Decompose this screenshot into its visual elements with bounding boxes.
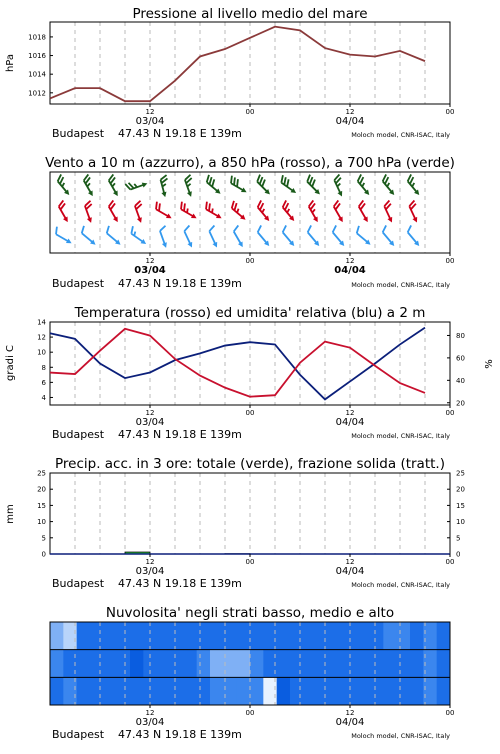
barb-head [338,216,345,223]
date-label: 03/04 [136,116,165,127]
y-tick-label: 5 [42,534,46,542]
station-coords: 47.43 N 19.18 E 139m [118,428,242,441]
wind-barb-850 [254,200,275,222]
wind-barb-700 [404,174,425,196]
date-label: 03/04 [136,717,165,728]
cloud-cell [437,677,451,705]
cloud-cell [197,622,211,650]
cloud-cell [117,677,131,705]
cloud-cell [90,650,104,678]
cloud-cell [277,677,291,705]
wind-barb-10m [379,225,400,247]
barb-shaft [257,182,268,193]
cloud-cell [317,677,331,705]
y-tick-label: 20 [456,399,465,407]
wind-barb-10m [329,225,350,247]
y-tick-label: 15 [37,502,46,510]
barb-shaft [58,181,68,192]
wind-barb-850 [381,201,399,224]
barb-feather [354,226,361,233]
cloud-cell [157,677,171,705]
y-tick-label: 8 [42,364,46,372]
cloud-cell [237,622,251,650]
date-label: 03/04 [136,566,165,577]
wind-barb-10m [78,226,100,247]
pressure-line [50,27,425,102]
wind-barb-700 [157,175,172,198]
barb-feather [256,225,263,232]
cloud-cell [330,622,344,650]
barb-feather [306,225,313,232]
cloud-cell [130,622,144,650]
y-tick-label: 1018 [28,33,46,41]
cloud-cell [397,622,411,650]
cloud-cell [197,650,211,678]
x-tick-label: 00 [246,558,255,566]
barb-head [113,190,120,197]
cloud-cell [197,677,211,705]
y-tick-label: 10 [456,518,465,526]
wind-barb-10m [304,225,325,247]
barb-head [387,217,394,224]
x-tick-label: 12 [346,709,355,717]
cloud-cell [263,622,277,650]
wind-barb-10m [254,225,275,247]
wind-barb-700 [331,175,349,198]
y-tick-label: 10 [37,518,46,526]
barb-half-feather [211,209,214,213]
barb-half-feather [386,183,390,187]
barb-shaft [307,182,318,193]
clouds-panel [50,605,454,741]
y-tick-label: 15 [456,502,465,510]
cloud-cell [157,650,171,678]
date-label: 04/04 [336,417,365,428]
cloud-cell [423,622,437,650]
wind-barb-700 [80,174,99,197]
barb-shaft [357,233,368,243]
y-tick-label: 25 [37,470,46,478]
cloud-cell [170,677,184,705]
barb-shaft [160,231,165,245]
station-name: Budapest [52,428,105,441]
wind-barb-850 [131,201,147,224]
wind-barb-10m [230,225,249,248]
barb-head [241,187,248,194]
wind-barb-10m [156,226,172,249]
wind-barb-10m [206,226,224,249]
cloud-cell [277,622,291,650]
cloud-cell [277,650,291,678]
cloud-cell [330,677,344,705]
cloud-cell [223,622,237,650]
barb-feather [104,226,111,233]
y-tick-label: 0 [456,551,460,559]
wind-barb-850 [279,200,300,222]
cloud-cell [357,622,371,650]
barb-head [313,216,320,223]
cloud-cell [50,677,64,705]
wind-barb-850 [330,200,349,223]
model-credit: Moloch model, CNR-ISAC, Italy [351,432,450,440]
cloud-cell [77,622,91,650]
barb-shaft [358,181,368,192]
x-tick-label: 00 [446,108,455,116]
chart-title: Nuvolosita' negli strati basso, medio e alto [106,605,394,621]
wind-barb-850 [55,200,74,223]
barb-head [161,192,167,198]
cloud-cell [77,650,91,678]
x-tick-label: 12 [146,409,155,417]
wind-barb-700 [253,175,275,197]
barb-head [191,213,198,220]
wind-barb-850 [406,201,424,224]
x-tick-label: 00 [446,709,455,717]
barb-head [63,216,70,223]
wind-barb-850 [105,200,124,223]
x-tick-label: 00 [246,257,255,265]
cloud-cell [370,677,384,705]
x-tick-label: 12 [146,108,155,116]
cloud-cell [130,650,144,678]
barb-shaft [408,181,418,192]
cloud-cell [117,622,131,650]
cloud-cell [370,650,384,678]
x-tick-label: 12 [346,257,355,265]
cloud-cell [210,622,224,650]
cloud-cell [357,677,371,705]
barb-half-feather [411,183,415,187]
y-tick-label: 20 [37,486,46,494]
wind-barb-700 [277,175,300,195]
cloud-cell [50,622,64,650]
cloud-cell [383,622,397,650]
cloud-cell [290,622,304,650]
barb-feather [79,226,86,233]
y-tick-label: 6 [42,379,47,387]
wind-barb-10m [279,225,300,247]
barb-shaft [333,232,343,243]
wind-panel [45,155,455,290]
barb-head [162,242,169,248]
barb-shaft [258,232,268,243]
station-name: Budapest [52,577,105,590]
cloud-cell [437,622,451,650]
barb-feather [381,225,388,232]
barb-shaft [131,234,143,243]
date-label: 03/04 [134,265,166,276]
wind-barb-700 [125,177,148,193]
chart-title: Vento a 10 m (azzurro), a 850 hPa (rosso), a 700 hPa (verde) [45,155,455,171]
cloud-cell [117,650,131,678]
barb-shaft [258,207,268,218]
pressure-panel [5,6,454,140]
cloud-cell [103,622,117,650]
barb-head [113,216,120,223]
cloud-cell [317,650,331,678]
cloud-cell [397,677,411,705]
cloud-cell [237,677,251,705]
barb-head [363,216,370,223]
y-tick-label: 14 [37,319,46,327]
barb-feather [183,226,191,232]
barb-feather [281,225,288,232]
humidity-line [50,328,425,400]
y-tick-label: 25 [456,470,465,478]
x-tick-label: 12 [146,257,155,265]
barb-shaft [283,232,293,243]
cloud-cell [410,622,424,650]
barb-shaft [184,231,190,245]
x-tick-label: 12 [146,558,155,566]
cloud-cell [183,677,197,705]
cloud-cell [50,650,64,678]
cloud-cell [130,677,144,705]
cloud-cell [250,622,264,650]
date-label: 04/04 [336,717,365,728]
model-credit: Moloch model, CNR-ISAC, Italy [351,281,450,289]
temp-rh-panel [5,305,495,441]
barb-half-feather [133,232,137,236]
barb-head [142,181,148,188]
cloud-cell [383,677,397,705]
wind-barb-700 [181,175,197,198]
cloud-cell [410,677,424,705]
x-tick-label: 00 [446,558,455,566]
cloud-cell [157,622,171,650]
cloud-cell [143,622,157,650]
date-label: 03/04 [136,417,165,428]
chart-title: Precip. acc. in 3 ore: totale (verde), frazione solida (tratt.) [55,456,445,472]
cloud-cell [183,622,197,650]
barb-feather [159,226,167,231]
y-tick-label: 1014 [28,71,46,79]
wind-barb-850 [152,202,175,221]
barb-head [137,217,144,223]
wind-barb-10m [127,226,150,246]
cloud-cell [303,677,317,705]
y-tick-label: 12 [37,334,46,342]
barb-shaft [283,207,293,218]
barb-shaft [109,181,117,194]
wind-barb-850 [305,200,324,223]
cloud-cell [170,622,184,650]
model-credit: Moloch model, CNR-ISAC, Italy [351,131,450,139]
y-tick-label: 10 [37,349,46,357]
y-tick-label: 0 [42,551,46,559]
cloud-cell [330,650,344,678]
barb-head [412,217,419,224]
date-label: 04/04 [334,265,366,276]
barb-shaft [308,232,318,243]
cloud-cell [237,650,251,678]
x-tick-label: 12 [346,558,355,566]
barb-head [66,238,73,245]
date-label: 04/04 [336,566,365,577]
barb-feather [53,227,59,235]
y-axis-label: gradi C [5,345,16,381]
cloud-cell [77,677,91,705]
cloud-cell [370,622,384,650]
wind-barb-850 [81,201,97,224]
station-coords: 47.43 N 19.18 E 139m [118,728,242,741]
barb-feather [232,225,240,231]
x-tick-label: 12 [146,709,155,717]
cloud-cell [317,622,331,650]
y-tick-label: 1016 [28,52,46,60]
temperature-line [50,329,425,397]
barb-shaft [59,207,67,220]
barb-shaft [107,233,118,243]
station-name: Budapest [52,728,105,741]
station-coords: 47.43 N 19.18 E 139m [118,127,242,140]
cloud-cell [357,650,371,678]
y-tick-label: 20 [456,486,465,494]
cloud-cell [250,677,264,705]
precip-panel [5,456,465,590]
cloud-cell [383,650,397,678]
wind-barb-850 [177,202,200,221]
barb-head [337,191,344,198]
y-axis-label: hPa [5,54,16,72]
y-axis-label-right: % [484,359,495,369]
cloud-cell [250,650,264,678]
wind-barb-700 [227,176,250,195]
barb-head [238,241,245,248]
wind-barb-10m [353,226,375,247]
cloud-cell [90,622,104,650]
y-tick-label: 40 [456,377,465,385]
y-tick-label: 5 [456,534,460,542]
barb-feather [208,226,216,232]
cloud-cell [210,650,224,678]
wind-barb-10m [103,226,125,247]
barb-head [88,190,95,197]
date-label: 04/04 [336,116,365,127]
y-axis-label: mm [5,504,16,523]
x-tick-label: 00 [246,409,255,417]
barb-half-feather [236,209,240,213]
cloud-cell [170,650,184,678]
cloud-cell [303,650,317,678]
cloud-cell [303,622,317,650]
cloud-cell [103,650,117,678]
barb-shaft [234,232,242,245]
chart-title: Temperatura (rosso) ed umidita' relativa (blu) a 2 m [74,305,426,321]
barb-half-feather [186,209,189,213]
model-credit: Moloch model, CNR-ISAC, Italy [351,732,450,740]
barb-feather [406,225,413,232]
cloud-cell [90,677,104,705]
x-tick-label: 00 [446,409,455,417]
barb-shaft [408,232,418,243]
station-coords: 47.43 N 19.18 E 139m [118,577,242,590]
cloud-cell [397,650,411,678]
barb-half-feather [361,183,365,187]
wind-barb-700 [303,175,325,197]
x-tick-label: 00 [446,257,455,265]
x-tick-label: 12 [346,409,355,417]
wind-barb-700 [54,174,75,196]
wind-barb-700 [105,174,124,197]
barb-shaft [383,232,393,243]
wind-barb-850 [355,200,374,223]
wind-barb-10m [181,226,199,249]
barb-feather [331,225,338,232]
barb-head [166,213,173,220]
barb-shaft [109,207,117,220]
y-tick-label: 80 [456,332,465,340]
station-coords: 47.43 N 19.18 E 139m [118,277,242,290]
chart-title: Pressione al livello medio del mare [132,6,367,22]
barb-half-feather [261,209,265,213]
cloud-cell [290,677,304,705]
barb-shaft [156,209,169,217]
cloud-cell [183,650,197,678]
barb-shaft [359,207,367,220]
wind-barb-10m [52,227,75,246]
wind-barb-700 [203,175,225,196]
barb-shaft [82,233,93,243]
barb-half-feather [61,183,65,187]
cloud-cell [210,677,224,705]
wind-barb-700 [354,174,375,196]
barb-shaft [334,207,342,220]
y-tick-label: 60 [456,354,465,362]
cloud-cell [343,622,357,650]
x-tick-label: 00 [246,709,255,717]
model-credit: Moloch model, CNR-ISAC, Italy [351,581,450,589]
barb-half-feather [286,209,290,213]
wind-barb-700 [379,174,400,196]
barb-shaft [309,207,317,220]
x-tick-label: 12 [346,108,355,116]
cloud-cell [410,650,424,678]
cloud-cell [63,622,77,650]
wind-barb-850 [202,202,225,221]
station-name: Budapest [52,127,105,140]
barb-head [187,191,194,197]
cloud-cell [437,650,451,678]
barb-shaft [209,231,215,245]
barb-head [187,242,194,249]
barb-head [212,242,219,249]
x-tick-label: 00 [246,108,255,116]
barb-shaft [383,181,393,192]
barb-shaft [56,234,69,242]
y-tick-label: 4 [42,394,47,402]
barb-head [216,213,223,220]
station-name: Budapest [52,277,105,290]
y-tick-label: 1012 [28,89,46,97]
barb-shaft [84,181,92,194]
barb-head [87,217,94,223]
cloud-cell [290,650,304,678]
cloud-cell [103,677,117,705]
wind-barb-10m [404,225,425,247]
wind-barb-850 [228,201,250,222]
